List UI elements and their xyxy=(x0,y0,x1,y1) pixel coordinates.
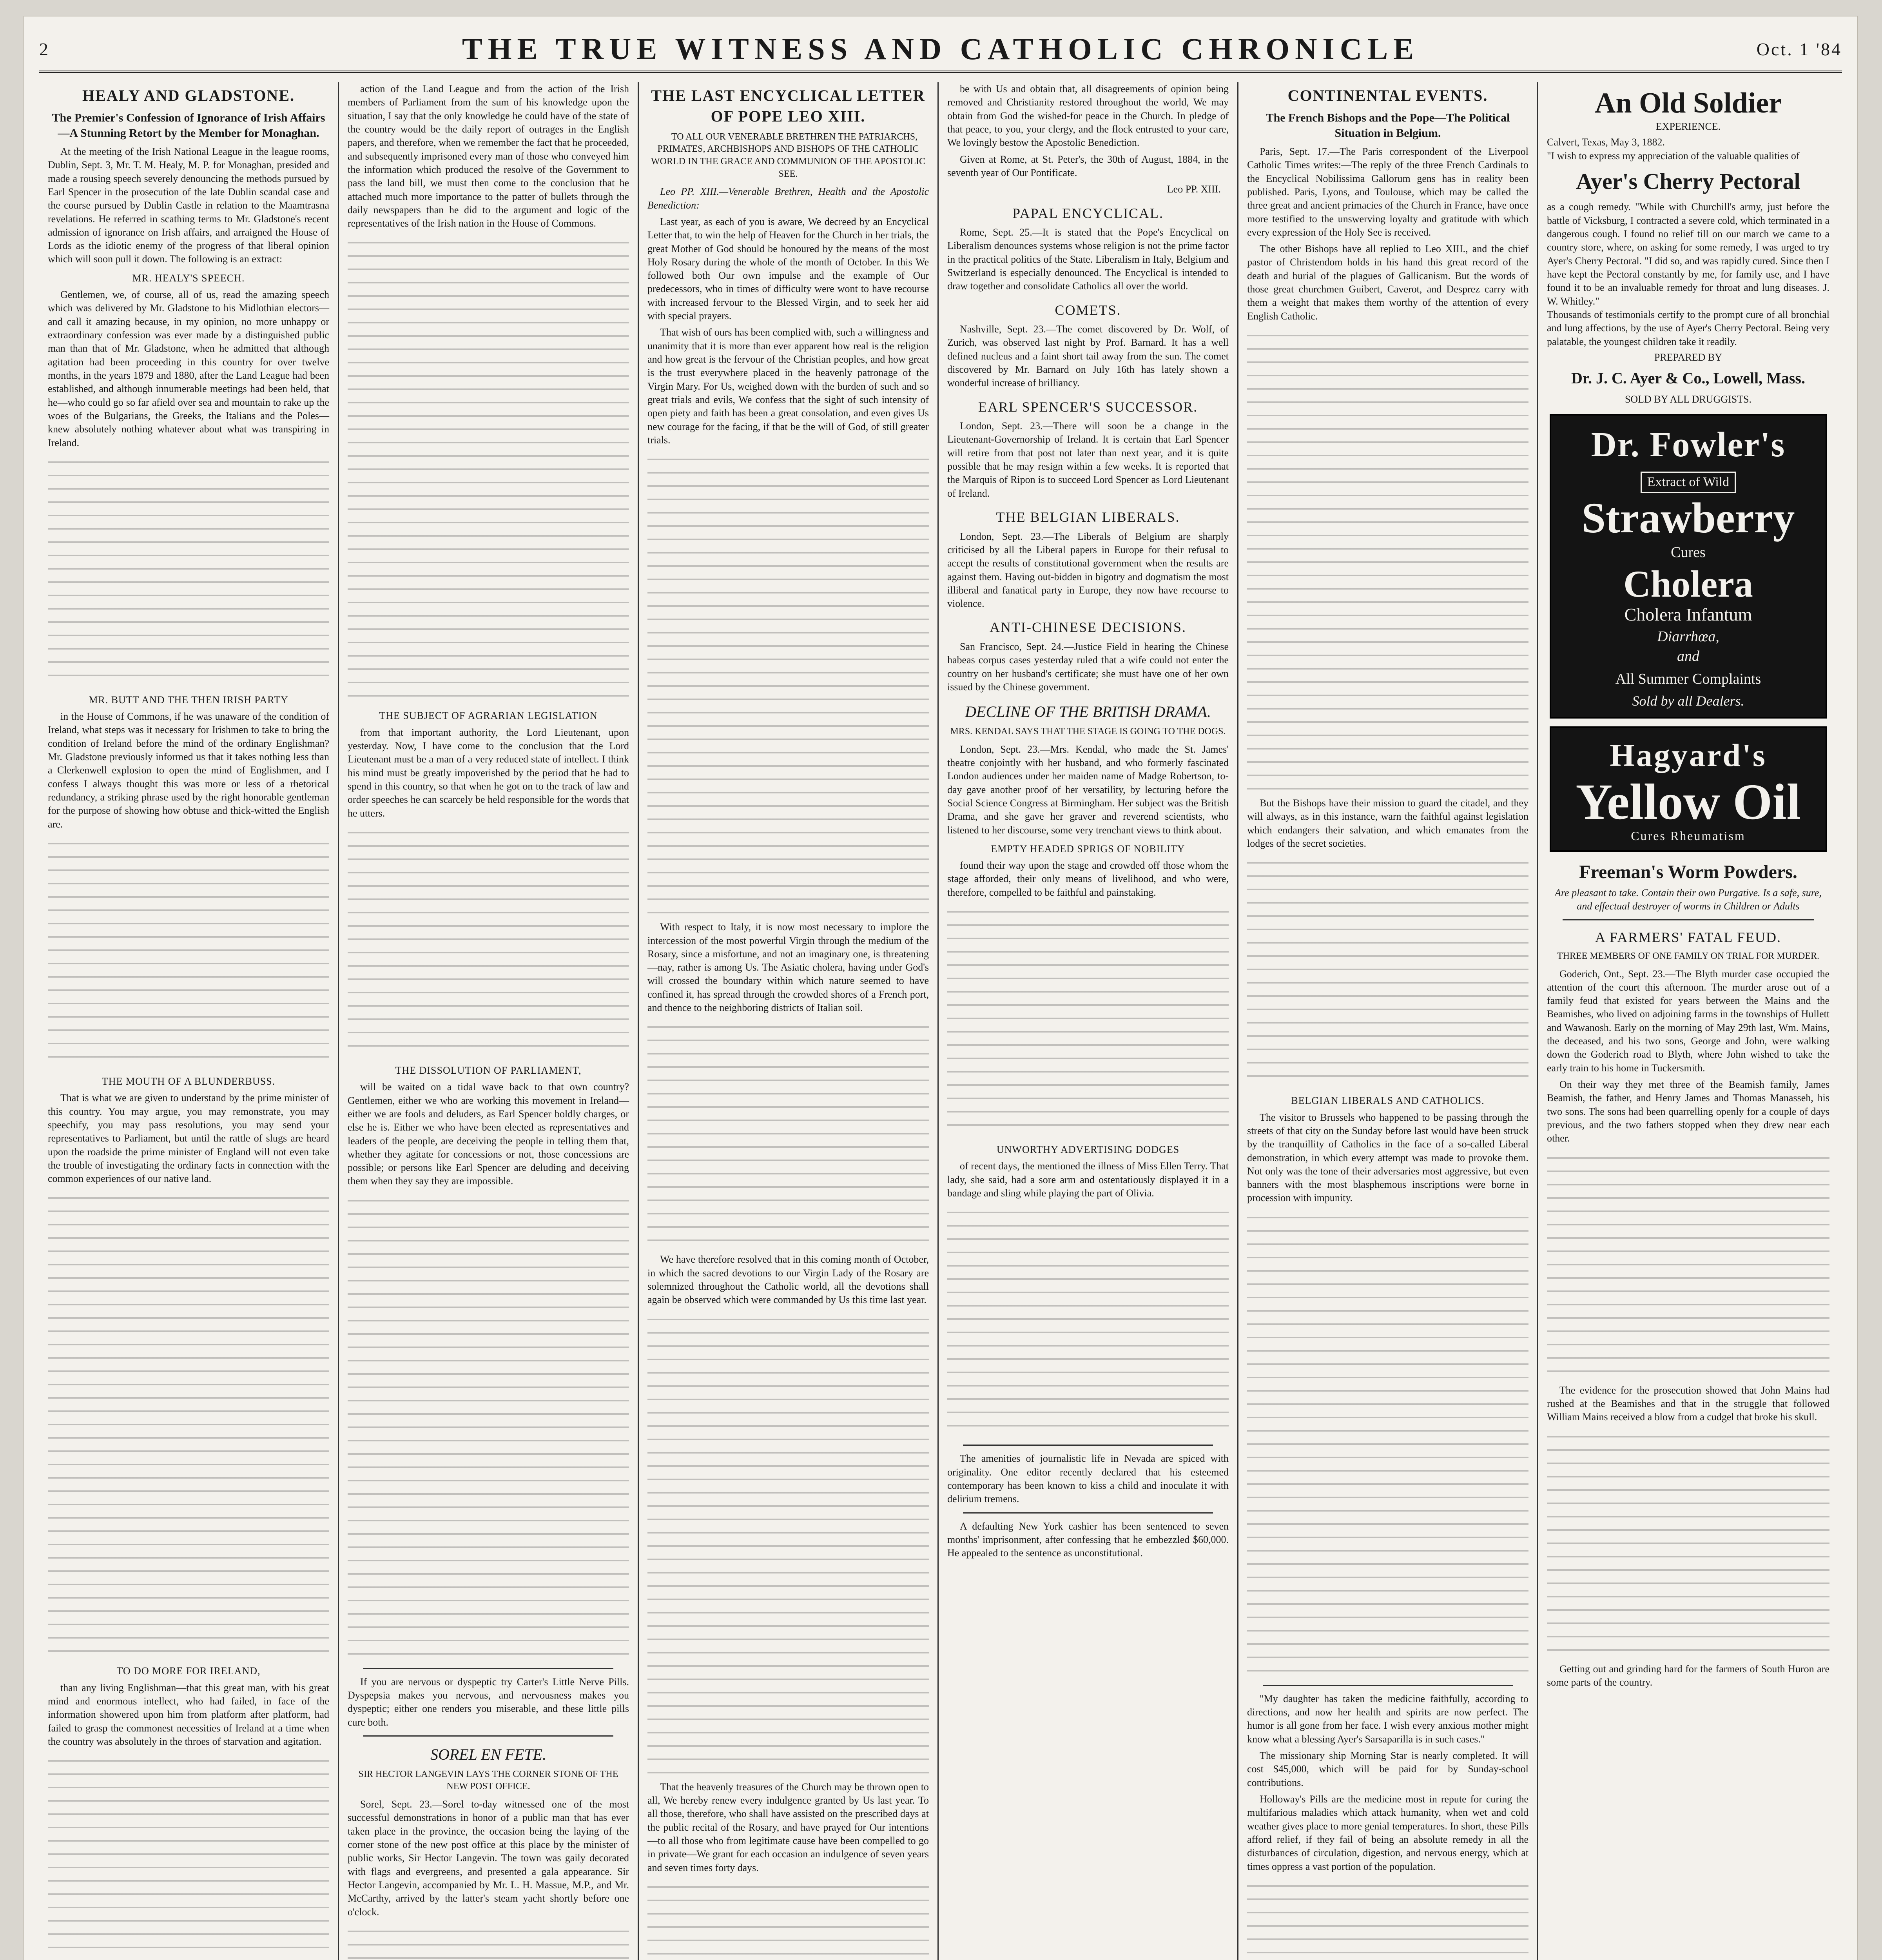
illegible-text-block xyxy=(647,1310,929,1780)
illegible-text-block xyxy=(348,1922,629,1960)
paragraph: With respect to Italy, it is now most necessary to implore the intercession of the most powerful Virgin through the medium of the Rosary, since a misfortune, and not an imaginary one, is threatening—nay, rather is among Us. The Asiatic cholera, having under God's will crossed the boundary within which nature seemed to have confined it, has spread through the crowded shores of a French port, and thence to the neighboring districts of Italian soil. xyxy=(647,921,929,1014)
illegible-text-block xyxy=(1247,853,1528,1089)
column-3 xyxy=(639,82,939,1960)
section-heading: THE DISSOLUTION OF PARLIAMENT, xyxy=(395,1064,582,1076)
illegible-text-block xyxy=(947,902,1229,1138)
column-5 xyxy=(1238,82,1538,1960)
section-heading: TO DO MORE FOR IRELAND, xyxy=(116,1665,261,1677)
ad-ailment: Cholera xyxy=(1623,563,1753,605)
ad-title: Freeman's Worm Powders. xyxy=(1579,862,1797,883)
illegible-text-block xyxy=(947,1203,1229,1438)
illegible-text-block xyxy=(647,450,929,920)
paragraph: of recent days, the mentioned the illness of Miss Ellen Terry. That lady, she said, had a sore arm and ostentatiously displayed it in a bandage and sling while playing the part of Olivia. xyxy=(947,1160,1229,1199)
ad-product-name: Strawberry xyxy=(1581,494,1795,542)
paragraph: The visitor to Brussels who happened to be passing through the streets of that city on the Sunday before last would have been struck by the tranquillity of Catholics in the face of a so-called Liberal demonstration, in which every attempt was made to provoke them. Not only was the tone of their adversaries most aggressive, but even banners with the most blasphemous inscriptions were borne in procession with impunity. xyxy=(1247,1111,1528,1204)
ad-brand: Dr. Fowler's xyxy=(1591,425,1786,465)
article-headline: DECLINE OF THE BRITISH DRAMA. xyxy=(965,703,1211,721)
paragraph: At the meeting of the Irish National League in the league rooms, Dublin, Sept. 3, Mr. T. M. Healy, M. P. for Monaghan, presided and made a rousing speech severely denouncing the methods pursued by Earl Spencer in the prosecution of the late Dublin scandal case and the course pursued by Dublin Castle in relation to the Maamtrasna revelations. He referred in scathing terms to Mr. Gladstone's recent admission of ignorance on Irish affairs, and arraigned the House of Lords as the idiotic enemy of the progress of that liberal opinion which will soon pull it down. The following is an extract: xyxy=(48,145,329,265)
paragraph: If you are nervous or dyspeptic try Carter's Little Nerve Pills. Dyspepsia makes you nervous, and nervousness makes you dyspeptic; either one renders you miserable, and these little pills cure both. xyxy=(348,1676,629,1728)
article-subhead: The French Bishops and the Pope—The Political Situation in Belgium. xyxy=(1266,111,1510,140)
paragraph: in the House of Commons, if he was unaware of the condition of Ireland, what steps was it necessary for Irishmen to take to bring the condition of Ireland before the mind of the ordinary Englishman? Mr. Gladstone previously informed us that it takes nothing less than a Clerkenwell explosion to open the mind of Englishmen, and I confess I always thought this was more or less of a rhetorical redundancy, a striking phrase used by the right honorable gentleman for the purpose of showing how obtuse and thick-witted the English are. xyxy=(48,711,329,830)
paragraph: The evidence for the prosecution showed that John Mains had rushed at the Beamishes and that in the struggle that followed William Mains received a blow from a cudgel that broke his skull. xyxy=(1547,1384,1829,1423)
ayers-advertisement xyxy=(1547,89,1829,406)
section-heading: UNWORTHY ADVERTISING DODGES xyxy=(996,1144,1180,1156)
encyclical-salutation: Leo PP. XIII.—Venerable Brethren, Health and the Apostolic Benediction: xyxy=(647,186,929,211)
paragraph: The amenities of journalistic life in Nevada are spiced with originality. One editor recently declared that his esteemed contemporary has been known to kiss a child and inoculate it with delirium tremens. xyxy=(947,1453,1229,1505)
divider xyxy=(963,1445,1213,1446)
illegible-text-block xyxy=(1247,1877,1528,1960)
article-headline: ANTI-CHINESE DECISIONS. xyxy=(990,619,1186,635)
illegible-text-block xyxy=(48,453,329,688)
paragraph: London, Sept. 23.—There will soon be a change in the Lieutenant-Governorship of Ireland. It is certain that Earl Spencer will retire from that post not later than next year, and it is quite possible that he may resign within a few weeks. It is reported that the Marquis of Ripon is to succeed Lord Spencer as Lord Lieutenant of Ireland. xyxy=(947,420,1229,499)
paragraph: Getting out and grinding hard for the farmers of South Huron are some parts of the country. xyxy=(1547,1663,1829,1688)
ad-title: An Old Soldier xyxy=(1595,87,1782,119)
paragraph: Goderich, Ont., Sept. 23.—The Blyth murder case occupied the attention of the court this afternoon. The murder arose out of a family feud that existed for years between the Mains and the Beamishes, who lived on adjoining farms in the townships of Hullett and Wawanosh. Early on the morning of May 29th last, Wm. Mains, the deceased, and his two sons, George and John, were walking down the Goderich road to Blyth, where John wished to take the early train to his home in Tuckersmith. xyxy=(1547,968,1829,1074)
illegible-text-block xyxy=(647,1018,929,1253)
paragraph: than any living Englishman—that this great man, with his great mind and enormous intellect, who had failed, in face of the information showered upon him from platform after platform, had failed to grasp the commonest necessities of Ireland at a time when the country was absolutely in the throes of starvation and agitation. xyxy=(48,1682,329,1748)
illegible-text-block xyxy=(348,233,629,704)
paragraph: be with Us and obtain that, all disagreements of opinion being removed and Christianity restored throughout the world, We may obtain from God the wished-for peace in the Church. In pledge of that peace, to you, your clergy, and the flock entrusted to your care, We lovingly bestow the Apostolic Benediction. xyxy=(947,83,1229,149)
ad-dateline: Calvert, Texas, May 3, 1882. xyxy=(1547,136,1665,148)
section-heading: THE MOUTH OF A BLUNDERBUSS. xyxy=(102,1075,276,1087)
article-headline: THE LAST ENCYCLICAL LETTER OF POPE LEO XIII. xyxy=(651,87,925,125)
ad-ailment: All Summer Complaints xyxy=(1615,671,1761,688)
paragraph: Holloway's Pills are the medicine most in repute for curing the multifarious maladies which attack humanity, when wet and cold weather gives place to more genial temperatures. In short, these Pills afford relief, if they fail of being an absolute remedy in all the disturbances of circulation, digestion, and nervous energy, which at times oppress a vast portion of the population. xyxy=(1247,1793,1528,1872)
columns xyxy=(39,82,1842,1960)
illegible-text-block xyxy=(48,834,329,1069)
masthead xyxy=(39,27,1842,73)
paragraph: The missionary ship Morning Star is nearly completed. It will cost $45,000, which will be paid for by Sunday-school contributions. xyxy=(1247,1750,1528,1788)
illegible-text-block xyxy=(348,1191,629,1662)
paragraph: We have therefore resolved that in this coming month of October, in which the sacred devotions to our Virgin Lady of the Rosary are solemnized throughout the Catholic world, all the devotions shall again be observed which were commanded by Us this time last year. xyxy=(647,1254,929,1306)
signature: Leo PP. XIII. xyxy=(1167,183,1221,195)
section-heading: MR. BUTT AND THE THEN IRISH PARTY xyxy=(89,694,288,706)
ad-product-name: Yellow Oil xyxy=(1576,774,1801,831)
ad-conjunction: and xyxy=(1677,648,1699,665)
hagyards-yellow-oil-advertisement xyxy=(1550,726,1827,852)
paragraph: Paris, Sept. 17.—The Paris correspondent of the Liverpool Catholic Times writes:—The reply of the three French Cardinals to the Encyclical Nobilissima Gallorum gens has in reality been published. Paris, Lyons, and Toulouse, which may be called the three great and ancient primacies of the Church in France, have once more testified to the unswerving loyalty and gratitude with which every expression of the Holy See is received. xyxy=(1247,145,1528,238)
paragraph: But the Bishops have their mission to guard the citadel, and they will always, as in this instance, warn the faithful against legislation which endangers their salvation, and which emanates from the lodges of the secret societies. xyxy=(1247,797,1528,849)
paragraph: found their way upon the stage and crowded off those whom the stage afforded, their only means of livelihood, and who were, therefore, compelled to be faithful and painstaking. xyxy=(947,860,1229,898)
issue-date: Oct. 1 '84 xyxy=(1756,39,1842,59)
article-headline: PAPAL ENCYCLICAL. xyxy=(1012,205,1164,221)
ad-maker: Dr. J. C. Ayer & Co., Lowell, Mass. xyxy=(1571,369,1805,387)
illegible-text-block xyxy=(1547,1149,1829,1384)
illegible-text-block xyxy=(1547,1427,1829,1662)
paragraph: The other Bishops have all replied to Leo XIII., and the chief pastor of Christendom holds in his hand this great record of the death and burial of the plagues of Gallicanism. But the words of those great churchmen Guibert, Caverot, and Desprez carry with them a weight that makes them worthy of the attention of every English Catholic. xyxy=(1247,243,1528,322)
ad-text: "I wish to express my appreciation of the valuable qualities of xyxy=(1547,150,1800,162)
ad-text: Are pleasant to take. Contain their own Purgative. Is a safe, sure, and effectual destroyer of worms in Children or Adults xyxy=(1555,887,1822,912)
fowlers-strawberry-advertisement xyxy=(1550,414,1827,719)
paragraph: On their way they met three of the Beamish family, James Beamish, the father, and Henry James and Thomas Manasseh, his two sons. The sons had been quarrelling openly for a couple of days previous, and the two fathers stopped when they drew near each other. xyxy=(1547,1079,1829,1144)
ad-tagline: Cures Rheumatism xyxy=(1631,829,1746,843)
ad-sold-note: SOLD BY ALL DRUGGISTS. xyxy=(1625,394,1752,405)
paragraph: London, Sept. 23.—Mrs. Kendal, who made the St. James' theatre conjointly with her husband, and who formerly fascinated London audiences under her maiden name of Madge Robertson, to-day gave another proof of her versatility, by lecturing before the Social Science Congress at Birmingham. Her subject was the British Drama, and she gave her graver and reverend scientists, who listened to her discourse, some very trenchant views to think about. xyxy=(947,743,1229,836)
column-6 xyxy=(1538,82,1838,1960)
article-subhead: The Premier's Confession of Ignorance of Irish Affairs—A Stunning Retort by the Member for Monaghan. xyxy=(52,111,325,140)
ad-brand: Hagyard's xyxy=(1610,737,1767,773)
section-heading: EMPTY HEADED SPRIGS OF NOBILITY xyxy=(991,843,1185,855)
page-number: 2 xyxy=(39,39,50,59)
divider xyxy=(963,1512,1213,1514)
paragraph: from that important authority, the Lord Lieutenant, upon yesterday. Now, I have come to the conclusion that the Lord Lieutenant must be a man of a very reduced state of intellect. I think his mind must be greatly impoverished by the period that he had to spend in this country, so that when he got on to the track of law and order speeches he can scarcely be held responsible for the words that he utters. xyxy=(348,726,629,819)
column-4 xyxy=(939,82,1238,1960)
divider xyxy=(1263,1685,1513,1686)
article-headline: HEALY AND GLADSTONE. xyxy=(82,87,295,104)
divider xyxy=(363,1668,613,1669)
ad-ailment: Diarrhœa, xyxy=(1657,628,1719,645)
ad-product-name: Ayer's Cherry Pectoral xyxy=(1576,168,1800,194)
illegible-text-block xyxy=(48,1189,329,1659)
dateline: Given at Rome, at St. Peter's, the 30th of August, 1884, in the seventh year of Our Pontificate. xyxy=(947,153,1229,178)
paragraph: Nashville, Sept. 23.—The comet discovered by Dr. Wolf, of Zurich, was observed last night by Prof. Barnard. It has a well defined nucleus and a faint short tail away from the sun. The comet discovered by Mr. Barnard on July 16th has lately shown a wonderful increase of brilliancy. xyxy=(947,323,1229,389)
paragraph: Sorel, Sept. 23.—Sorel to-day witnessed one of the most successful demonstrations in honor of a public man that has ever taken place in the province, the occasion being the laying of the corner stone of the new post office at this place by the minister of public works, Sir Hector Langevin. The town was gaily decorated with flags and evergreens, and presented a gala appearance. Sir Hector Langevin, accompanied by Mr. L. H. Massue, M.P., and Mr. McCarthy, arrived by the latter's steam yacht shortly before one o'clock. xyxy=(348,1798,629,1918)
ad-tagline: Extract of Wild xyxy=(1641,472,1736,493)
article-subhead: SIR HECTOR LANGEVIN LAYS THE CORNER STONE OF THE NEW POST OFFICE. xyxy=(358,1769,618,1792)
paragraph: That the heavenly treasures of the Church may be thrown open to all, We hereby renew every indulgence granted by Us last year. To all those, therefore, who shall have assisted on the prescribed days at the public recital of the Rosary, and have prayed for Our intentions—to all those who from legitimate cause have been compelled to go in private—We grant for each occasion an indulgence of seven years and seven times forty days. xyxy=(647,1781,929,1873)
section-heading: BELGIAN LIBERALS AND CATHOLICS. xyxy=(1291,1095,1485,1107)
paragraph: London, Sept. 23.—The Liberals of Belgium are sharply criticised by all the Liberal papers in Europe for their refusal to accept the results of constitutional government when the results are against them. Having out-bidden in bigotry and dogmatism the most illiberal and fanatical party in Europe, they now have recourse to violence. xyxy=(947,530,1229,610)
illegible-text-block xyxy=(348,823,629,1058)
section-heading: MR. HEALY'S SPEECH. xyxy=(132,272,245,284)
article-headline: CONTINENTAL EVENTS. xyxy=(1287,87,1488,104)
article-headline: SOREL EN FETE. xyxy=(430,1746,546,1763)
article-subhead: MRS. KENDAL SAYS THAT THE STAGE IS GOING TO THE DOGS. xyxy=(950,726,1226,737)
paragraph: That is what we are given to understand by the prime minister of this country. You may argue, you may remonstrate, you may speechify, you may pass resolutions, you may send your representatives to Parliament, but until the rattle of slugs are heard upon the roadside the prime minister of England will not even take the trouble of investigating the ordinary facts in connection with the common experiences of our native land. xyxy=(48,1092,329,1185)
article-headline: EARL SPENCER'S SUCCESSOR. xyxy=(978,399,1198,415)
ad-text: Thousands of testimonials certify to the prompt cure of all bronchial and lung affections, by the use of Ayer's Cherry Pectoral. Being very palatable, the youngest children take it readily. xyxy=(1547,309,1829,347)
illegible-text-block xyxy=(647,1878,929,1960)
article-headline: COMETS. xyxy=(1055,302,1121,318)
article-subhead: THREE MEMBERS OF ONE FAMILY ON TRIAL FOR MURDER. xyxy=(1557,951,1819,961)
column-1 xyxy=(39,82,339,1960)
newspaper-title: THE TRUE WITNESS AND CATHOLIC CHRONICLE xyxy=(462,32,1420,66)
ad-cures-label: Cures xyxy=(1671,544,1706,561)
divider xyxy=(363,1735,613,1737)
ad-subtitle: EXPERIENCE. xyxy=(1655,121,1721,132)
illegible-text-block xyxy=(48,1751,329,1960)
ad-text: as a cough remedy. "While with Churchill's army, just before the battle of Vicksburg, I contracted a severe cold, which terminated in a dangerous cough. I found no relief till on our march we came to a country store, where, on asking for some remedy, I was urged to try Ayer's Cherry Pectoral. "I did so, and was rapidly cured. Since then I have kept the Pectoral constantly by me, for family use, and I have found it to be an invaluable remedy for throat and lung diseases. J. W. Whitley." xyxy=(1547,201,1829,307)
ad-prepared-label: PREPARED BY xyxy=(1654,351,1722,363)
ad-ailment: Cholera Infantum xyxy=(1624,604,1752,625)
paragraph: San Francisco, Sept. 24.—Justice Field in hearing the Chinese habeas corpus cases yesterday ruled that a wife could not enter the country on her husband's certificate; she must have one of her own issued by the Chinese government. xyxy=(947,641,1229,693)
paragraph: A defaulting New York cashier has been sentenced to seven months' imprisonment, after confessing that he embezzled $60,000. He appealed to the sentence as unconstitutional. xyxy=(947,1520,1229,1559)
encyclical-address: TO ALL OUR VENERABLE BRETHREN THE PATRIARCHS, PRIMATES, ARCHBISHOPS AND BISHOPS OF THE CATHOLIC WORLD IN THE GRACE AND COMMUNION OF THE APOSTOLIC SEE. xyxy=(651,131,926,179)
paragraph: Rome, Sept. 25.—It is stated that the Pope's Encyclical on Liberalism denounces systems whose religion is not the prime factor in the practical politics of the State. Liberalism in Italy, Belgium and Switzerland is especially denounced. The Encyclical is intended to draw together and consolidate Catholics all over the world. xyxy=(947,227,1229,292)
newspaper-page xyxy=(24,16,1858,1960)
paragraph: Last year, as each of you is aware, We decreed by an Encyclical Letter that, to win the help of Heaven for the Church in her trials, the great Mother of God should be honoured by the means of the most Holy Rosary during the whole of the month of October. In this We followed both Our own impulse and the example of Our predecessors, who in times of difficulty were wont to have recourse with increased fervour to the Blessed Virgin, and to seek her aid with special prayers. xyxy=(647,216,929,322)
article-headline: A FARMERS' FATAL FEUD. xyxy=(1595,929,1781,946)
divider xyxy=(1563,919,1814,920)
paragraph: will be waited on a tidal wave back to that own country? Gentlemen, either we who are working this movement in Ireland—either we are fools and deluders, as Earl Spencer boldly charges, or else he is. Either we who have been elected as representatives and leaders of the people, are deceiving the people in telling them that, whether they agitate for concessions or not, those concessions are possible; or persons like Earl Spencer are deluding and deceiving them when they say they are impossible. xyxy=(348,1081,629,1187)
section-heading: THE SUBJECT OF AGRARIAN LEGISLATION xyxy=(379,710,598,722)
article-headline: THE BELGIAN LIBERALS. xyxy=(996,509,1180,525)
paragraph: "My daughter has taken the medicine faithfully, according to directions, and now her health and spirits are now perfect. The humor is all gone from her face. I wish every anxious mother might know what a blessing Ayer's Sarsaparilla is in such cases." xyxy=(1247,1693,1528,1745)
illegible-text-block xyxy=(1247,1208,1528,1679)
paragraph: action of the Land League and from the action of the Irish members of Parliament from the sum of his knowledge upon the situation, I say that the only knowledge he could have of the state of the country would be the daily report of outrages in the English papers, and therefore, when we remember the fact that he proceeded, and subsequently imprisoned every man of those who conveyed him the information which produced the resolve of the Government to pass the land bill, we must then come to the conclusion that he attached much more importance to the patter of bullets through the daily newspapers than he did to the argument and logic of the representatives of the Irish nation in the House of Commons. xyxy=(348,83,629,229)
column-2 xyxy=(339,82,639,1960)
ad-sold-note: Sold by all Dealers. xyxy=(1632,693,1744,709)
paragraph: That wish of ours has been complied with, such a willingness and unanimity that it is more than ever apparent how real is the religion and how great is the fervour of the Christian peoples, and how great is the trust everywhere placed in the heavenly patronage of the Virgin Mary. For Us, weighed down with the burden of such and so great trials and evils, We confess that the sight of such intensity of open piety and faith has been a great consolation, and even gives Us new courage for the facing, if that be the will of God, of still greater trials. xyxy=(647,327,929,446)
illegible-text-block xyxy=(1247,326,1528,797)
paragraph: Gentlemen, we, of course, all of us, read the amazing speech which was delivered by Mr. Gladstone to his Midlothian electors—and call it amazing because, in my opinion, no more unhappy or extraordinary confession was ever made by a distinguished public man than that of Mr. Gladstone, when he admitted that although agitation had been proceeding in this country for over twelve months, in the years 1879 and 1880, after the Land League had been established, and although innumerable meetings had been held, that he—who could go so far afield over sea and mountain to rake up the woes of the Bulgarians, the Greeks, the Italians and the Poles—knew absolutely nothing whatever about what was transpiring in Ireland. xyxy=(48,289,329,448)
